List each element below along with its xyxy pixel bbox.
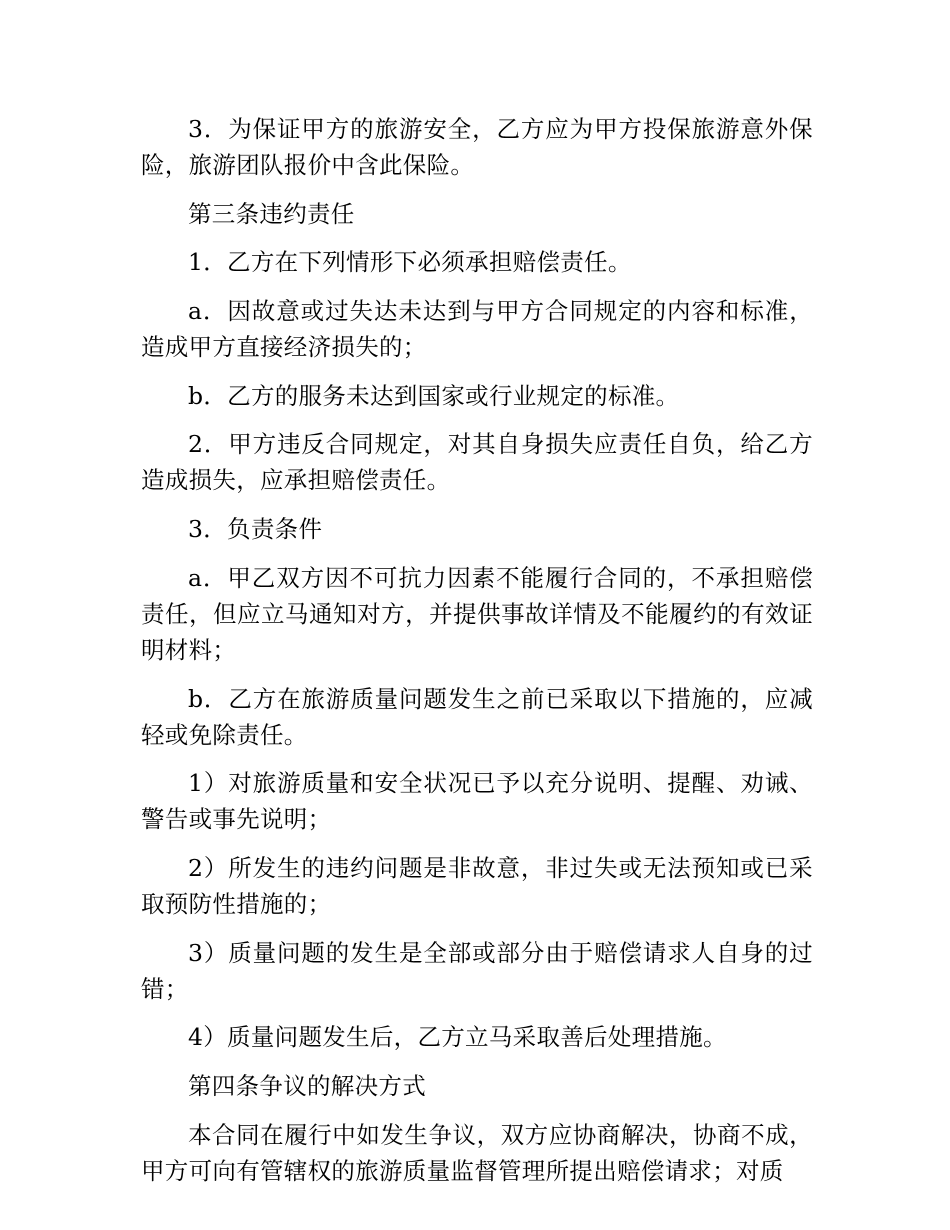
heading-article-4: 第四条争议的解决方式 <box>188 1071 426 1100</box>
paragraph-item-2: 2）所发生的违约问题是非故意，非过失或无法预知或已采取预防性措施的； <box>141 853 813 918</box>
heading-article-3: 第三条违约责任 <box>188 199 355 228</box>
paragraph-clause-3: 3．负责条件 <box>188 515 323 544</box>
paragraph-insurance: 3．为保证甲方的旅游安全，乙方应为甲方投保旅游意外保险，旅游团队报价中含此保险。 <box>141 115 813 179</box>
paragraph-clause-3b: b．乙方在旅游质量问题发生之前已采取以下措施的，应减轻或免除责任。 <box>141 684 813 749</box>
paragraph-clause-1: 1．乙方在下列情形下必须承担赔偿责任。 <box>188 248 632 277</box>
paragraph-item-4: 4）质量问题发生后，乙方立马采取善后处理措施。 <box>188 1023 727 1052</box>
paragraph-clause-1b: b．乙方的服务未达到国家或行业规定的标准。 <box>188 381 680 410</box>
paragraph-clause-1a: a．因故意或过失达未达到与甲方合同规定的内容和标准，造成甲方直接经济损失的； <box>141 297 813 362</box>
paragraph-item-1: 1）对旅游质量和安全状况已予以充分说明、提醒、劝诫、警告或事先说明； <box>141 769 813 834</box>
document-body <box>141 111 813 1201</box>
paragraph-item-3: 3）质量问题的发生是全部或部分由于赔偿请求人自身的过错； <box>141 938 813 1003</box>
paragraph-dispute: 本合同在履行中如发生争议，双方应协商解决，协商不成，甲方可向有管辖权的旅游质量监督管理所提出赔偿请求；对质 <box>141 1120 813 1185</box>
paragraph-clause-2: 2．甲方违反合同规定，对其自身损失应责任自负，给乙方造成损失，应承担赔偿责任。 <box>141 430 813 495</box>
paragraph-clause-3a: a．甲乙双方因不可抗力因素不能履行合同的，不承担赔偿责任，但应立马通知对方，并提供事故详情及不能履约的有效证明材料； <box>141 563 813 664</box>
